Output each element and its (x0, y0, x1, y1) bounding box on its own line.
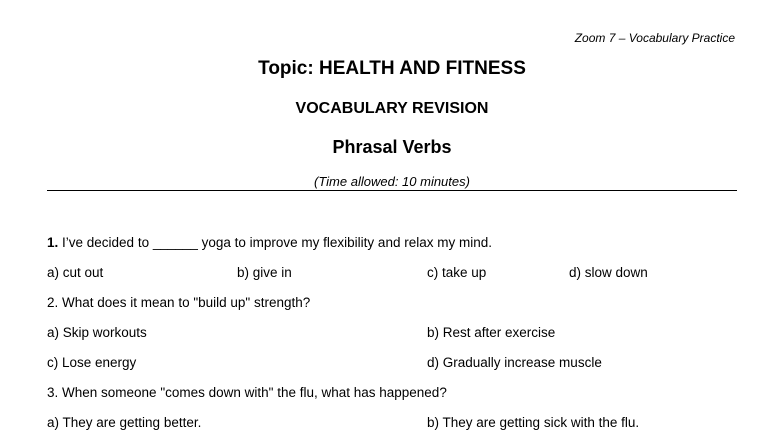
question-1 (47, 235, 492, 250)
question-2-option-b: b) Rest after exercise (427, 325, 556, 340)
question-1-option-a: a) cut out (47, 265, 104, 280)
question-1-option-b: b) give in (237, 265, 292, 280)
time-allowed: (Time allowed: 10 minutes) (314, 174, 470, 189)
question-3-text: 3. When someone "comes down with" the flu, what has happened? (47, 385, 447, 400)
question-2-text: 2. What does it mean to "build up" strength? (47, 295, 311, 310)
page-title: Topic: HEALTH AND FITNESS (258, 58, 526, 79)
question-2-option-c: c) Lose energy (47, 355, 137, 370)
question-3-option-a: a) They are getting better. (47, 415, 202, 430)
question-1-text: I’ve decided to ______ yoga to improve my flexibility and relax my mind. (58, 235, 492, 250)
question-2-option-d: d) Gradually increase muscle (427, 355, 602, 370)
section-title: Phrasal Verbs (332, 137, 452, 157)
header-divider (47, 190, 737, 191)
question-1-option-d: d) slow down (569, 265, 648, 280)
question-1-option-c: c) take up (427, 265, 487, 280)
question-3-option-b: b) They are getting sick with the flu. (427, 415, 640, 430)
question-1-number: 1. (47, 235, 59, 250)
page-subtitle: VOCABULARY REVISION (295, 100, 489, 117)
header-note: Zoom 7 – Vocabulary Practice (574, 31, 735, 45)
question-2-option-a: a) Skip workouts (47, 325, 147, 340)
